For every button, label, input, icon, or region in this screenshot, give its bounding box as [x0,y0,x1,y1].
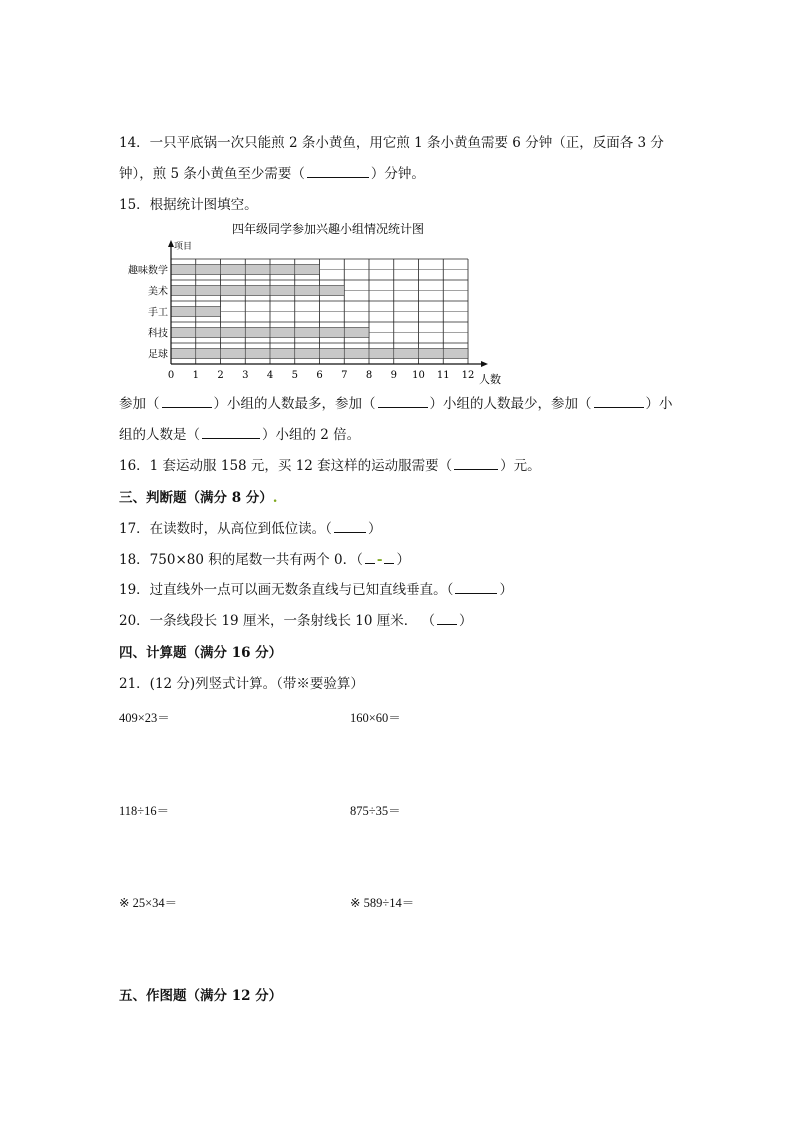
q20-answer-blank[interactable] [437,612,457,625]
q14-line2 [119,165,425,183]
q14-text-b: ）分钟。 [370,166,425,182]
chart-category-labels [128,264,168,361]
category-label: 趣味数学 [128,265,168,277]
q20-text-b: ） [459,613,473,629]
q16 [119,457,541,475]
q16-text-a: 16．1 套运动服 158 元，买 12 套这样的运动服需要（ [119,458,453,474]
q19-text-a: 19．过直线外一点可以画无数条直线与已知直线垂直。（ [119,582,454,598]
q17-text-a: 17．在读数时，从高位到低位读。（ [119,521,332,537]
calc-item-6: ※ 589÷14＝ [350,896,415,910]
q15-text-d: ）小 [645,396,673,412]
q15-blank-half[interactable] [202,426,260,439]
q15-text-e: 组的人数是（ [119,427,200,443]
calc-item-5: ※ 25×34＝ [119,896,178,910]
category-label: 手工 [148,307,168,319]
chart-tick-labels [168,370,475,381]
x-tick-label: 7 [341,370,348,381]
q15-fill-line2 [119,426,360,444]
chart-y-axis-label: 项目 [174,242,193,252]
q16-answer-blank[interactable] [454,457,498,470]
x-tick-label: 12 [461,370,475,381]
x-tick-label: 5 [291,370,298,381]
q15-blank-most[interactable] [162,395,212,408]
x-tick-label: 9 [390,370,397,381]
calc-item-1: 409×23＝ [119,711,170,725]
q18-text-b: ） [396,552,410,568]
x-tick-label: 0 [167,370,175,381]
q15-text-a: 参加（ [119,396,160,412]
category-label: 美术 [148,286,168,298]
x-tick-label: 1 [192,370,199,381]
q14-text-a: 钟），煎 5 条小黄鱼至少需要（ [119,166,305,182]
x-axis-arrow [481,361,488,367]
q15-text-b: ）小组的人数最多，参加（ [213,396,376,412]
x-tick-label: 8 [365,370,373,381]
q18-mark: - [376,552,383,568]
q17 [119,520,381,538]
section3-heading: 三、判断题（满分 8 分） [119,490,273,506]
q18-blank-right[interactable] [384,551,394,564]
section3-title [119,489,278,507]
x-tick-label: 10 [412,370,425,381]
section3-trailing-dot: . [272,490,278,506]
bar-2 [171,286,344,296]
q15-blank-least[interactable] [378,395,428,408]
chart-title: 四年级同学参加兴趣小组情况统计图 [231,222,425,236]
q19-answer-blank[interactable] [455,581,497,594]
chart-x-axis-label: 人数 [479,373,501,386]
q15-title: 15．根据统计图填空。 [119,197,258,213]
q15-fill-line1 [119,395,673,413]
q20-text-a: 20．一条线段长 19 厘米，一条射线长 10 厘米． （ [119,613,435,629]
q21-title: 21．(12 分)列竖式计算。（带※要验算） [119,676,364,692]
x-tick-label: 6 [316,370,323,381]
q14-line1: 14．一只平底锅一次只能煎 2 条小黄鱼，用它煎 1 条小黄鱼需要 6 分钟（正，反面各 3 分 [119,135,664,151]
q15-blank-double[interactable] [594,395,644,408]
q16-text-b: ）元。 [500,458,541,474]
q14-answer-blank[interactable] [307,165,369,178]
q17-answer-blank[interactable] [334,520,366,533]
q15-text-c: ）小组的人数最少，参加（ [429,396,592,412]
x-tick-label: 11 [436,370,450,381]
calc-item-4: 875÷35＝ [350,804,401,818]
category-label: 足球 [148,349,168,361]
q18-blank-left[interactable] [365,551,375,564]
interest-group-bar-chart [112,218,512,390]
q18 [119,551,410,569]
section5-title: 五、作图题（满分 12 分） [119,988,283,1004]
q19-text-b: ） [499,582,513,598]
q19 [119,581,513,599]
q17-text-b: ） [367,521,382,537]
x-tick-label: 4 [266,370,274,381]
q18-text-a: 18．750×80 积的尾数一共有两个 0．（ [119,552,363,568]
x-tick-label: 3 [242,370,249,381]
section4-title: 四、计算题（满分 16 分） [119,645,283,661]
x-tick-label: 2 [217,370,224,381]
q15-text-f: ）小组的 2 倍。 [262,427,361,443]
calc-item-3: 118÷16＝ [119,804,170,818]
calc-item-2: 160×60＝ [350,711,401,725]
q20 [119,612,473,630]
category-label: 科技 [148,328,168,340]
